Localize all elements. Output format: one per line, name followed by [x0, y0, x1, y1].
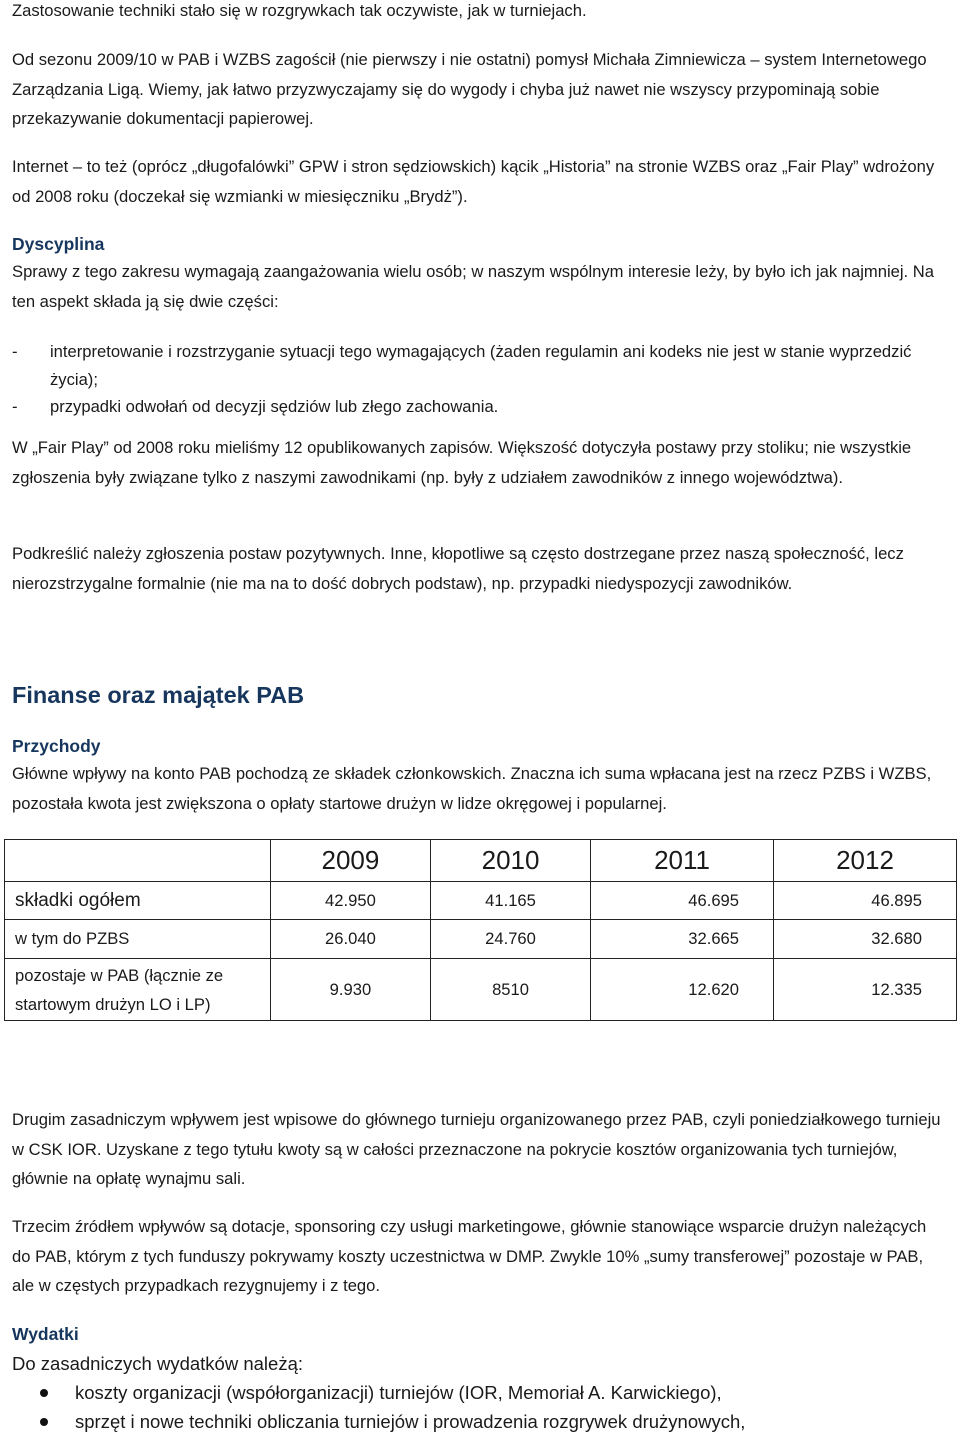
table-cell: 12.620 — [591, 959, 774, 1021]
table-row — [5, 959, 957, 1021]
subsection-heading-przychody: Przychody — [12, 736, 101, 756]
table-cell: 32.665 — [591, 920, 774, 959]
table-header-cell: 2010 — [430, 840, 590, 882]
paragraph: Od sezonu 2009/10 w PAB i WZBS zagościł (nie pierwszy i nie ostatni) pomysł Michała Zimniewicza – system Internetowego Zarządzania Ligą. Wiemy, jak łatwo przyzwyczajamy się do wygody i chyba już nawet nie wszyscy przypominają sobie przekazywanie dokumentacji papierowej. — [12, 50, 927, 128]
table-cell: 26.040 — [270, 920, 430, 959]
section-heading-dyscyplina: Dyscyplina — [12, 234, 105, 254]
paragraph: Trzecim źródłem wpływów są dotacje, sponsoring czy usługi marketingowe, głównie stanowiące wsparcie drużyn należących do PAB, którym z tych funduszy pokrywamy koszty uczestnictwa w DMP. Zwykle 10% „sumy transferowej” pozostaje w PAB, ale w częstych przypadkach rezygnujemy i z tego. — [12, 1217, 927, 1295]
table-row — [5, 920, 957, 959]
subsection-heading-wydatki: Wydatki — [12, 1324, 79, 1344]
table-cell: 42.950 — [270, 882, 430, 920]
table-cell: 46.695 — [591, 882, 774, 920]
paragraph: Sprawy z tego zakresu wymagają zaangażowania wielu osób; w naszym wspólnym interesie leży, by było ich jak najmniej. Na ten aspekt składa ją się dwie części: — [12, 262, 934, 311]
bullet-marker — [40, 1418, 48, 1426]
paragraph: Drugim zasadniczym wpływem jest wpisowe do głównego turnieju organizowanego przez PAB, czyli poniedziałkowego turnieju w CSK IOR. Uzyskane z tego tytułu kwoty są w całości przeznaczone na pokrycie kosztów organizowania tych turniejów, głównie na opłatę wynajmu sali. — [12, 1110, 941, 1188]
table-cell: 41.165 — [430, 882, 590, 920]
table-cell: 24.760 — [430, 920, 590, 959]
table-row — [5, 882, 957, 920]
paragraph: Zastosowanie techniki stało się w rozgrywkach tak oczywiste, jak w turniejach. — [12, 1, 587, 20]
table-cell: 9.930 — [270, 959, 430, 1021]
list-item: koszty organizacji (współorganizacji) turniejów (IOR, Memoriał A. Karwickiego), — [0, 1378, 952, 1407]
table-header-cell — [5, 840, 271, 882]
row-label: składki ogółem — [5, 882, 271, 920]
table-header-cell: 2009 — [270, 840, 430, 882]
bullet-marker — [40, 1389, 48, 1397]
paragraph: Internet – to też (oprócz „długofalówki” GPW i stron sędziowskich) kącik „Historia” na stronie WZBS oraz „Fair Play” wdrożony od 2008 roku (doczekał się wzmianki w miesięczniku „Brydż”). — [12, 157, 935, 206]
list-item: - przypadki odwołań od decyzji sędziów lub złego zachowania. — [12, 393, 952, 421]
paragraph: Do zasadniczych wydatków należą: — [12, 1353, 304, 1374]
bullet-list — [0, 1378, 952, 1436]
dash-list — [12, 338, 952, 421]
section-title-finanse: Finanse oraz majątek PAB — [12, 682, 305, 708]
list-item: - interpretowanie i rozstrzyganie sytuacji tego wymagających (żaden regulamin ani kodeks nie jest w stanie wyprzedzić życia); — [12, 338, 952, 393]
dash-marker: - — [12, 342, 18, 361]
table-header-cell: 2011 — [591, 840, 774, 882]
table-cell: 32.680 — [774, 920, 957, 959]
row-label: pozostaje w PAB (łącznie ze startowym drużyn LO i LP) — [5, 959, 271, 1021]
paragraph: W „Fair Play” od 2008 roku mieliśmy 12 opublikowanych zapisów. Większość dotyczyła postawy przy stoliku; nie wszystkie zgłoszenia były związane tylko z naszymi zawodnikami (np. były z udziałem zawodników z innego województwa). — [12, 438, 912, 487]
row-label: w tym do PZBS — [5, 920, 271, 959]
table-header-row — [5, 840, 957, 882]
finance-table — [4, 839, 957, 1021]
table-header-cell: 2012 — [774, 840, 957, 882]
list-item: sprzęt i nowe techniki obliczania turniejów i prowadzenia rozgrywek drużynowych, — [0, 1407, 952, 1436]
table-cell: 12.335 — [774, 959, 957, 1021]
paragraph: Podkreślić należy zgłoszenia postaw pozytywnych. Inne, kłopotliwe są często dostrzegane przez naszą społeczność, lecz nierozstrzygalne formalnie (nie ma na to dość dobrych podstaw), np. przypadki niedyspozycji zawodników. — [12, 544, 904, 593]
table-cell: 46.895 — [774, 882, 957, 920]
paragraph: Główne wpływy na konto PAB pochodzą ze składek członkowskich. Znaczna ich suma wpłacana jest na rzecz PZBS i WZBS, pozostała kwota jest zwiększona o opłaty startowe drużyn w lidze okręgowej i popularnej. — [12, 764, 932, 813]
table-cell: 8510 — [430, 959, 590, 1021]
dash-marker: - — [12, 397, 18, 416]
